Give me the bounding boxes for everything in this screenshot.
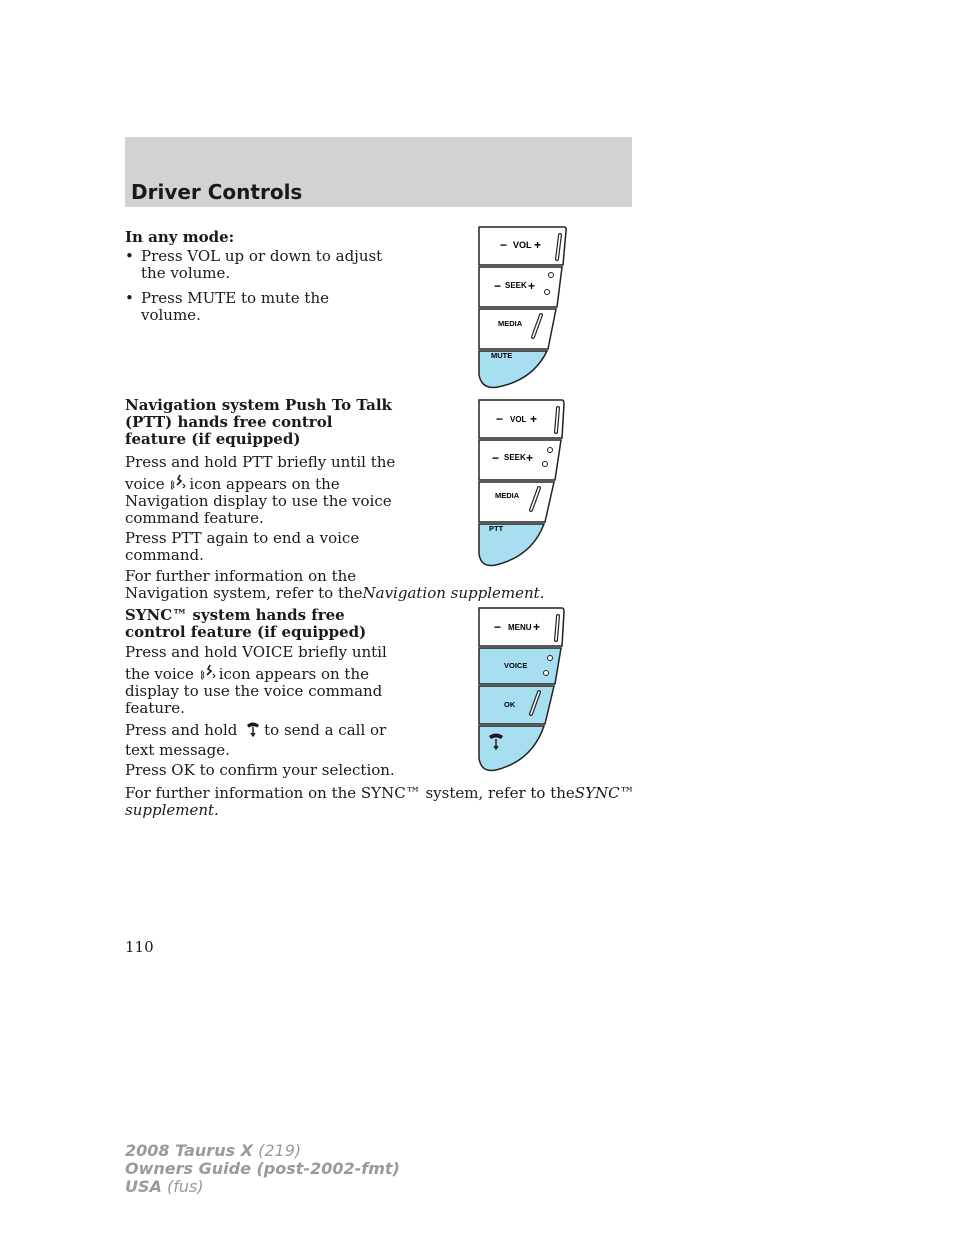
footer-line: Owners Guide (post-2002-fmt) xyxy=(125,1159,400,1178)
media-button xyxy=(479,309,556,349)
svg-text:−: − xyxy=(496,412,504,426)
section-title: Driver Controls xyxy=(131,180,303,204)
svg-text:MEDIA: MEDIA xyxy=(498,319,523,328)
svg-text:PTT: PTT xyxy=(489,524,504,533)
svg-text:+: + xyxy=(534,238,542,252)
svg-text:−: − xyxy=(500,238,508,252)
svg-text:−: − xyxy=(492,451,500,465)
steering-controls-navigation-ptt xyxy=(478,398,568,568)
section3-heading: SYNC™ system hands free control feature (if equipped) xyxy=(125,606,367,641)
svg-text:VOICE: VOICE xyxy=(504,661,528,670)
svg-text:MENU: MENU xyxy=(508,623,532,632)
steering-controls-sync xyxy=(478,606,568,776)
section2-heading: Navigation system Push To Talk (PTT) hands free control feature (if equipped) xyxy=(125,396,392,448)
svg-text:+: + xyxy=(528,279,536,293)
section3-paragraph: Press and hold VOICE briefly until the voice icon appears on the display to use the voice command feature. xyxy=(125,643,387,717)
voice-icon xyxy=(171,474,187,492)
voice-icon xyxy=(201,664,217,682)
svg-text:MUTE: MUTE xyxy=(491,351,513,360)
footer-line: 2008 Taurus X (219) xyxy=(125,1141,302,1160)
indicator-dot xyxy=(549,273,554,278)
section3-paragraph: Press OK to confirm your selection. xyxy=(125,761,395,779)
section3-paragraph: For further information on the SYNC™ system, refer to theSYNC™ supplement. xyxy=(125,784,635,819)
ok-button xyxy=(479,686,554,724)
section2-paragraph: For further information on the Navigation system, refer to theNavigation supplement. xyxy=(125,567,545,602)
media-button xyxy=(479,482,554,522)
section1-heading: In any mode: xyxy=(125,228,235,246)
indicator-dot xyxy=(548,448,553,453)
svg-text:VOL: VOL xyxy=(513,240,532,250)
steering-controls-audio-mute xyxy=(478,225,568,390)
section3-paragraph: Press and hold to send a call or text message. xyxy=(125,721,387,759)
indicator-dot xyxy=(543,462,548,467)
svg-text:SEEK: SEEK xyxy=(505,281,527,290)
indicator-dot xyxy=(548,656,553,661)
svg-text:+: + xyxy=(526,451,534,465)
svg-text:OK: OK xyxy=(504,700,516,709)
svg-text:+: + xyxy=(533,620,541,634)
footer-line: USA (fus) xyxy=(125,1177,204,1196)
page-number: 110 xyxy=(125,938,154,956)
svg-text:−: − xyxy=(494,620,502,634)
phone-icon xyxy=(244,720,262,738)
indicator-dot xyxy=(545,290,550,295)
indicator-dot xyxy=(544,671,549,676)
section2-paragraph: Press and hold PTT briefly until the voice icon appears on the Navigation display to use the voice command feature. xyxy=(125,453,396,527)
svg-text:+: + xyxy=(530,412,538,426)
section2-paragraph: Press PTT again to end a voice command. xyxy=(125,529,360,564)
mute-button xyxy=(479,351,547,388)
svg-text:MEDIA: MEDIA xyxy=(495,491,520,500)
svg-text:−: − xyxy=(494,279,502,293)
phone-button xyxy=(479,726,544,771)
svg-text:VOL: VOL xyxy=(510,415,527,424)
svg-text:SEEK: SEEK xyxy=(504,453,526,462)
section-header-band xyxy=(125,137,632,207)
